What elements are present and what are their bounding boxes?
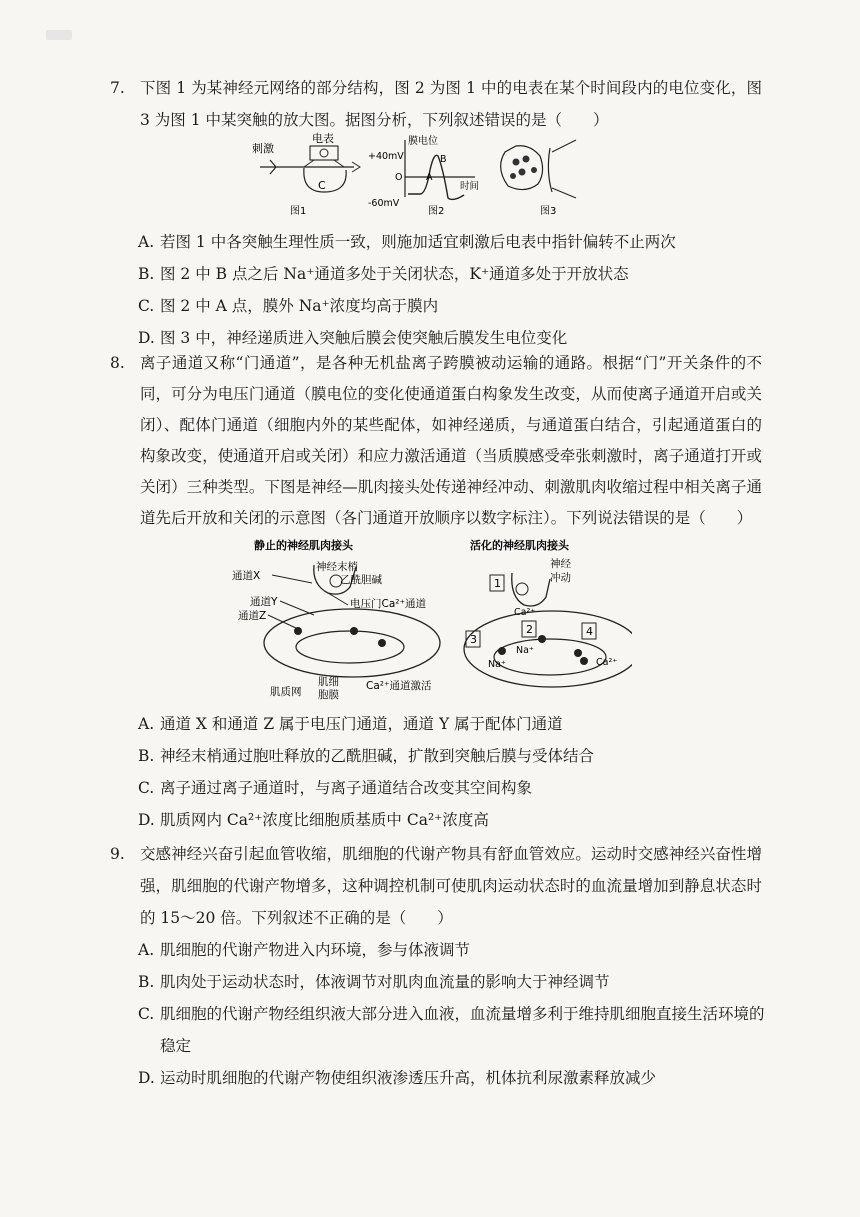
presynaptic-terminal [501,146,543,190]
point-b: B [440,154,447,165]
impulse-label-1: 神经 [550,558,571,570]
meter-dial [320,149,328,157]
time-label: 时间 [460,181,480,192]
q7-option-d: D. 图 3 中，神经递质进入突触后膜会使突触后膜发生电位变化 [138,329,568,347]
na-label-1: Na⁺ [516,645,534,656]
impulse-label-2: 冲动 [550,572,571,584]
vesicle-icon [523,156,530,163]
vesicle-icon [513,159,520,166]
channel-y-label: 通道Y [250,596,278,608]
ca-label-2: Ca²⁺ [596,657,618,668]
q7-figures [250,132,580,224]
na-label-2: Na⁺ [488,659,506,670]
q9-option-c: C. 肌细胞的代谢产物经组织液大部分进入血液，血流量增多利于维持肌细胞直接生活环境的稳定 [138,1005,765,1055]
q7-option-c: C. 图 2 中 A 点，膜外 Na⁺浓度均高于膜内 [138,297,439,315]
nerve-ending-label: 神经末梢 [316,561,358,573]
active-muscle-membrane [464,611,632,687]
question-9 [112,838,762,934]
question-7 [112,72,762,136]
question-stem: 离子通道又称“门通道”，是各种无机盐离子跨膜被动运输的通路。根据“门”开关条件的不同，可分为电压门通道（膜电位的变化使通道蛋白构象发生改变，从而使离子通道开启或关闭）、配体门通道（细胞内外的某些配体，如神经递质，与通道蛋白结合，引起通道蛋白的构象改变，使通道开启或关闭）和应力激活通道（当质膜感受牵张刺激时，离子通道打开或关闭）三种类型。下图是神经—肌肉接头处传递神经冲动、刺激肌肉收缩过程中相关离子通道先后开放和关闭的示意图（各门通道开放顺序以数字标注）。下列说法错误的是（ ） [140,354,762,527]
marker-3-text: 3 [470,633,477,646]
question-stem: 下图 1 为某神经元网络的部分结构，图 2 为图 1 中的电表在某个时间段内的电位变化，图 3 为图 1 中某突触的放大图。据图分析，下列叙述错误的是（ ） [140,79,762,129]
postsynaptic-membrane [548,148,552,192]
minus-60-label: -60mV [368,198,400,209]
left-title: 静止的神经肌肉接头 [254,539,353,552]
ach-label: 乙酰胆碱 [340,574,382,586]
active-nerve-ending [512,573,550,606]
ca-label-1: Ca²⁺ [514,607,536,618]
sr-label: 肌质网 [270,686,302,698]
marker-2-text: 2 [526,623,533,636]
q8-option-b: B. 神经末梢通过胞吐释放的乙酰胆碱，扩散到突触后膜与受体结合 [138,747,595,765]
stimulus-label: 刺激 [252,142,274,155]
marker-4-text: 4 [586,625,593,638]
vesicle-icon [519,169,526,176]
q8-option-d: D. 肌质网内 Ca²⁺浓度比细胞质基质中 Ca²⁺浓度高 [138,811,489,829]
plus-40-label: +40mV [368,151,404,162]
q7-option-b: B. 图 2 中 B 点之后 Na⁺通道多处于关闭状态，K⁺通道多处于开放状态 [138,265,629,283]
right-title: 活化的神经肌肉接头 [470,539,569,552]
q8-option-a: A. 通道 X 和通道 Z 属于电压门通道，通道 Y 属于配体门通道 [138,715,563,733]
fig3-caption: 图3 [540,206,557,217]
ca-active-label: Ca²⁺通道激活 [366,680,432,692]
meter-box [310,146,338,160]
question-number: 7. [110,79,125,97]
scan-mark [46,30,72,40]
question-stem: 交感神经兴奋引起血管收缩，肌细胞的代谢产物具有舒血管效应。运动时交感神经兴奋性增强，肌细胞的代谢产物增多，这种调控机制可使肌肉运动状态时的血流量增加到静息状态时的 15～20 倍。下列叙述不正确的是（ ） [140,845,762,927]
origin-label: O [395,172,403,183]
marker-1-text: 1 [494,577,501,590]
channel-z-label: 通道Z [238,610,267,622]
q9-option-a: A. 肌细胞的代谢产物进入内环境，参与体液调节 [138,941,471,959]
y-axis-title: 膜电位 [408,136,438,147]
fig1-caption: 图1 [290,206,307,217]
active-sarcoplasmic-reticulum [494,639,606,675]
q8-figure [232,535,632,707]
sarcoplasmic-reticulum [296,631,404,663]
q9-option-b: B. 肌肉处于运动状态时，体液调节对肌肉血流量的影响大于神经调节 [138,973,610,991]
channel-x-label: 通道X [232,570,261,582]
question-8 [112,348,762,534]
q9-option-d: D. 运动时肌细胞的代谢产物使组织液渗透压升高，机体抗利尿激素释放减少 [138,1069,657,1087]
vesicle-icon [510,173,516,179]
vg-ca-label: 电压门Ca²⁺通道 [350,598,427,610]
fig2-caption: 图2 [428,206,445,217]
meter-label: 电表 [312,132,334,145]
label-c: C [318,179,326,192]
q8-option-c: C. 离子通过离子通道时，与离子通道结合改变其空间构象 [138,779,533,797]
membrane-label-2: 胞膜 [318,689,339,701]
vesicle-icon [531,167,537,173]
muscle-cell-membrane [264,609,440,677]
membrane-label-1: 肌细 [318,676,339,688]
question-number: 8. [110,354,125,372]
point-a: A [426,172,433,183]
q7-option-a: A. 若图 1 中各突触生理性质一致，则施加适宜刺激后电表中指针偏转不止两次 [138,233,676,251]
question-number: 9. [110,845,125,863]
vesicle-icon [516,583,528,595]
